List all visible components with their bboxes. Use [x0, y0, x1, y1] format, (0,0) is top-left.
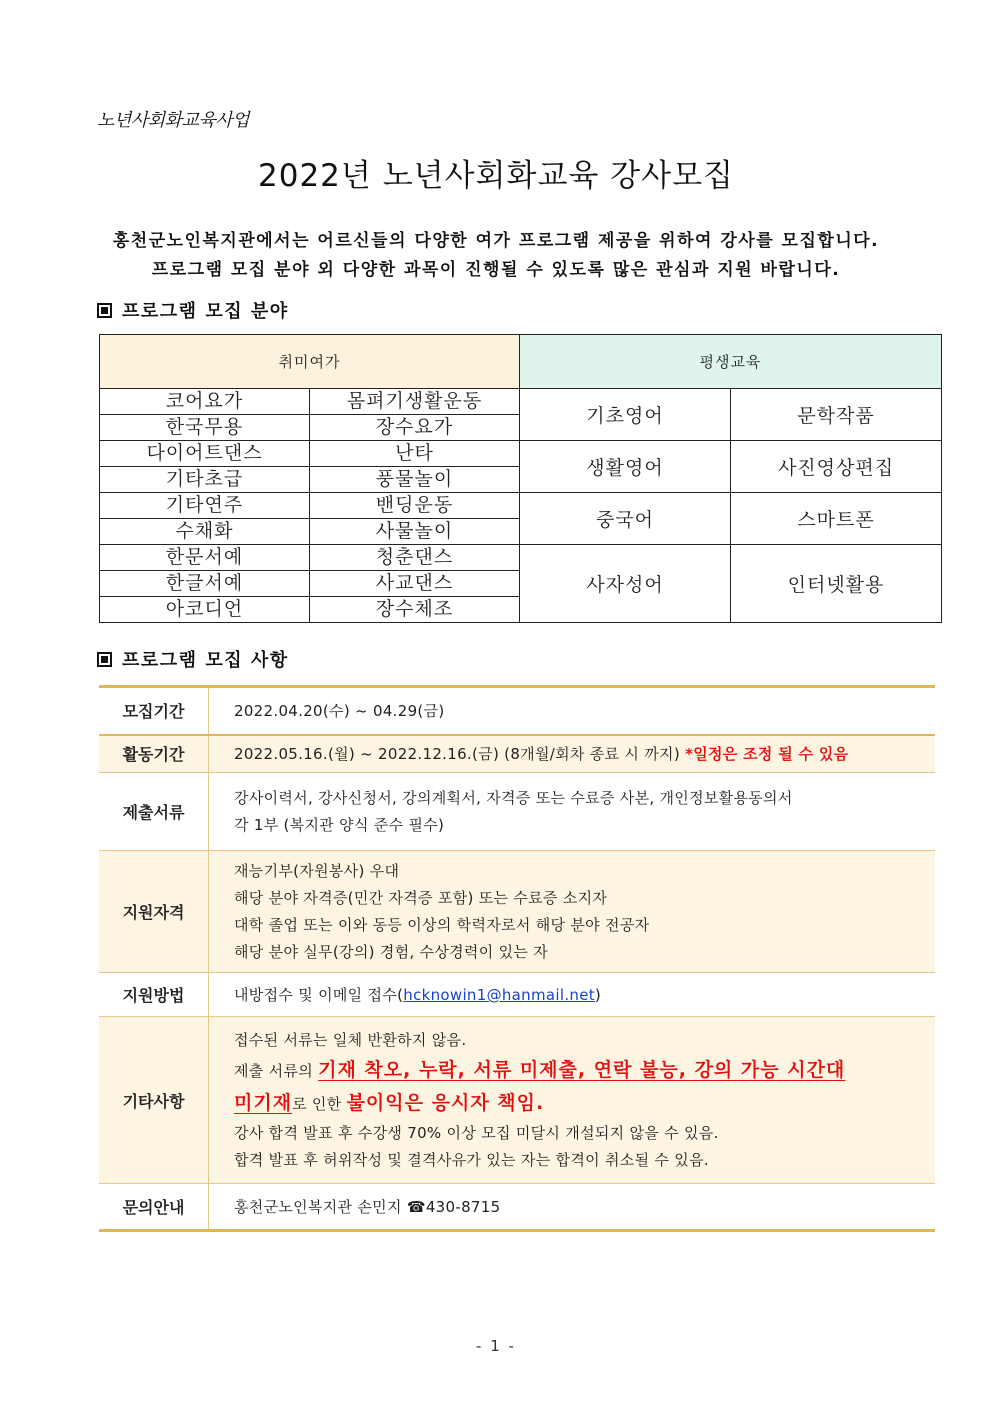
- other-notes: [209, 1017, 936, 1184]
- schedule-note: *일정은 조정 될 수 있음: [685, 745, 849, 764]
- intro-line-1: 홍천군노인복지관에서는 어르신들의 다양한 여가 프로그램 제공을 위하여 강사를 모집합니다.: [112, 231, 880, 251]
- section-recruit-details-title: 프로그램 모집 사항: [122, 650, 289, 671]
- hobby-cell: 기타연주: [100, 493, 310, 519]
- edu-cell: 생활영어: [520, 441, 731, 493]
- row-label: 지원방법: [99, 973, 209, 1017]
- hobby-cell: 풍물놀이: [310, 467, 520, 493]
- qual-line: 해당 분야 실무(강의) 경험, 수상경력이 있는 자: [234, 942, 549, 961]
- section-recruit-details: [97, 646, 289, 672]
- edu-cell: 문학작품: [731, 389, 942, 441]
- contact-info: [209, 1184, 936, 1231]
- hobby-cell: 코어요가: [100, 389, 310, 415]
- hobby-cell: 아코디언: [100, 597, 310, 623]
- page-title: 2022년 노년사회화교육 강사모집: [258, 158, 734, 194]
- header-tag: 노년사회화교육사업: [97, 110, 249, 131]
- etc-line: 접수된 서류는 일체 반환하지 않음.: [234, 1030, 467, 1049]
- edu-cell: 중국어: [520, 493, 731, 545]
- method-prefix: 내방접수 및 이메일 접수(: [234, 986, 404, 1004]
- etc-line: 강사 합격 발표 후 수강생 70% 이상 모집 미달시 개설되지 않을 수 있음.: [234, 1123, 719, 1142]
- etc-warning: 미기재: [234, 1091, 293, 1114]
- edu-cell: 인터넷활용: [731, 545, 942, 623]
- recruit-details-table: [99, 685, 935, 1232]
- hobby-cell: 한국무용: [100, 415, 310, 441]
- intro-line-2: 프로그램 모집 분야 외 다양한 과목이 진행될 수 있도록 많은 관심과 지원 바랍니다.: [151, 260, 841, 280]
- row-label: 활동기간: [99, 735, 209, 773]
- header-hobby: 취미여가: [100, 335, 520, 389]
- etc-line: 합격 발표 후 허위작성 및 결격사유가 있는 자는 합격이 취소될 수 있음.: [234, 1150, 709, 1169]
- recruit-period: 2022.04.20(수) ~ 04.29(금): [209, 687, 936, 735]
- qual-line: 재능기부(자원봉사) 우대: [234, 861, 400, 880]
- page-number: - 1 -: [476, 1337, 516, 1355]
- application-method: [209, 973, 936, 1017]
- edu-cell: 기초영어: [520, 389, 731, 441]
- edu-cell: 사자성어: [520, 545, 731, 623]
- section-marker-icon: [97, 303, 112, 318]
- email-link[interactable]: hcknowin1@hanmail.net: [403, 986, 595, 1004]
- hobby-cell: 밴딩운동: [310, 493, 520, 519]
- edu-cell: 사진영상편집: [731, 441, 942, 493]
- activity-period: [209, 735, 936, 773]
- program-fields-table: [99, 334, 942, 623]
- etc-warning: 기재 착오, 누락, 서류 미제출, 연락 불능, 강의 가능 시간대: [318, 1058, 846, 1081]
- hobby-cell: 사물놀이: [310, 519, 520, 545]
- contact-name: 홍천군노인복지관 손민지: [234, 1198, 402, 1216]
- hobby-cell: 다이어트댄스: [100, 441, 310, 467]
- hobby-cell: 수채화: [100, 519, 310, 545]
- section-marker-icon: [97, 652, 112, 667]
- docs-line: 강사이력서, 강사신청서, 강의계획서, 자격증 또는 수료증 사본, 개인정보활용동의서: [234, 788, 793, 807]
- hobby-cell: 기타초급: [100, 467, 310, 493]
- edu-cell: 스마트폰: [731, 493, 942, 545]
- method-suffix: ): [594, 986, 602, 1004]
- hobby-cell: 장수요가: [310, 415, 520, 441]
- etc-text: 제출 서류의: [234, 1061, 319, 1080]
- hobby-cell: 한문서예: [100, 545, 310, 571]
- row-label: 제출서류: [99, 773, 209, 851]
- docs-line: 각 1부 (복지관 양식 준수 필수): [234, 815, 445, 834]
- row-label: 문의안내: [99, 1184, 209, 1231]
- activity-period-text: 2022.05.16.(월) ~ 2022.12.16.(금) (8개월/회차 종료 시 까지): [234, 745, 680, 764]
- row-label: 기타사항: [99, 1017, 209, 1184]
- etc-text: 로 인한: [292, 1094, 347, 1113]
- required-documents: [209, 773, 936, 851]
- hobby-cell: 사교댄스: [310, 571, 520, 597]
- hobby-cell: 난타: [310, 441, 520, 467]
- etc-line: [234, 1087, 935, 1120]
- hobby-cell: 장수체조: [310, 597, 520, 623]
- etc-line: [234, 1054, 935, 1087]
- header-lifelong-edu: 평생교육: [520, 335, 942, 389]
- contact-phone: 430-8715: [425, 1198, 501, 1216]
- qualifications: [209, 851, 936, 973]
- row-label: 지원자격: [99, 851, 209, 973]
- hobby-cell: 몸펴기생활운동: [310, 389, 520, 415]
- section-program-fields: [97, 297, 289, 323]
- row-label: 모집기간: [99, 687, 209, 735]
- phone-icon: ☎: [406, 1198, 426, 1216]
- hobby-cell: 한글서예: [100, 571, 310, 597]
- hobby-cell: 청춘댄스: [310, 545, 520, 571]
- qual-line: 대학 졸업 또는 이와 동등 이상의 학력자로서 해당 분야 전공자: [234, 915, 650, 934]
- section-program-fields-title: 프로그램 모집 분야: [122, 301, 289, 322]
- etc-warning: 불이익은 응시자 책임.: [346, 1091, 545, 1114]
- qual-line: 해당 분야 자격증(민간 자격증 포함) 또는 수료증 소지자: [234, 888, 608, 907]
